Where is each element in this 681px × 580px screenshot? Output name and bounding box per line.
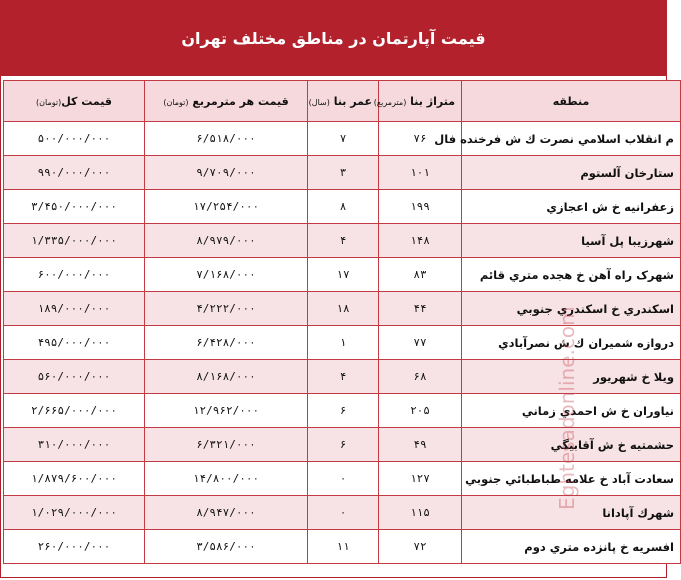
table-row: [4, 292, 681, 326]
cell-region: ويلا خ شهريور: [462, 360, 681, 394]
cell-area: ۱۴۸: [379, 224, 462, 258]
cell-total-price: ۵۶۰/۰۰۰/۰۰۰: [4, 360, 145, 394]
cell-age: ۶: [308, 428, 379, 462]
cell-region: دروازه شميران ك ش نصرآبادي: [462, 326, 681, 360]
page-title: [0, 0, 667, 76]
table-row: [4, 428, 681, 462]
cell-area: ۲۰۵: [379, 394, 462, 428]
table-body: [4, 122, 681, 564]
cell-age: ۳: [308, 156, 379, 190]
cell-region: افسريه خ پانزده متري دوم: [462, 530, 681, 564]
cell-total-price: ۵۰۰/۰۰۰/۰۰۰: [4, 122, 145, 156]
cell-area: ۷۶: [379, 122, 462, 156]
cell-age: ۶: [308, 394, 379, 428]
cell-area: ۱۰۱: [379, 156, 462, 190]
cell-total-price: ۱/۸۷۹/۶۰۰/۰۰۰: [4, 462, 145, 496]
cell-region: شهرزيبا پل آسيا: [462, 224, 681, 258]
cell-total-price: ۱/۳۳۵/۰۰۰/۰۰۰: [4, 224, 145, 258]
cell-price-per-sqm: ۶/۴۲۸/۰۰۰: [145, 326, 308, 360]
cell-area: ۴۴: [379, 292, 462, 326]
table-row: [4, 326, 681, 360]
cell-region: اسكندري خ اسكندري جنوبي: [462, 292, 681, 326]
cell-age: ۱۸: [308, 292, 379, 326]
cell-price-per-sqm: ۱۴/۸۰۰/۰۰۰: [145, 462, 308, 496]
table-row: [4, 394, 681, 428]
header-age: عمر بنا (سال): [308, 81, 379, 122]
cell-area: ۴۹: [379, 428, 462, 462]
header-price-per-sqm: قیمت هر مترمربع (تومان): [145, 81, 308, 122]
title-text: قیمت آپارتمان در مناطق مختلف تهران: [181, 28, 486, 48]
cell-age: ۱: [308, 326, 379, 360]
cell-region: حشمتيه خ ش آقابيگي: [462, 428, 681, 462]
cell-price-per-sqm: ۹/۷۰۹/۰۰۰: [145, 156, 308, 190]
cell-region: ستارخان آلستوم: [462, 156, 681, 190]
cell-price-per-sqm: ۸/۹۷۹/۰۰۰: [145, 224, 308, 258]
cell-price-per-sqm: ۱۲/۹۶۲/۰۰۰: [145, 394, 308, 428]
cell-price-per-sqm: ۷/۱۶۸/۰۰۰: [145, 258, 308, 292]
cell-price-per-sqm: ۴/۲۲۲/۰۰۰: [145, 292, 308, 326]
cell-region: شهرک راه آهن خ هجده متري قائم: [462, 258, 681, 292]
cell-total-price: ۶۰۰/۰۰۰/۰۰۰: [4, 258, 145, 292]
table-row: [4, 496, 681, 530]
cell-total-price: ۳/۴۵۰/۰۰۰/۰۰۰: [4, 190, 145, 224]
cell-total-price: ۱۸۹/۰۰۰/۰۰۰: [4, 292, 145, 326]
table-row: [4, 530, 681, 564]
watermark-text: Eghtesadonline.com: [555, 306, 579, 510]
cell-area: ۷۷: [379, 326, 462, 360]
cell-region: شهرك آپادانا: [462, 496, 681, 530]
cell-region: سعادت آباد خ علامه طباطبائي جنوبي: [462, 462, 681, 496]
cell-price-per-sqm: ۳/۵۸۶/۰۰۰: [145, 530, 308, 564]
cell-age: ۸: [308, 190, 379, 224]
cell-region: نياوران خ ش احمدي زماني: [462, 394, 681, 428]
price-table: [3, 80, 681, 564]
table-row: [4, 360, 681, 394]
cell-age: ۴: [308, 224, 379, 258]
cell-price-per-sqm: ۱۷/۲۵۴/۰۰۰: [145, 190, 308, 224]
cell-age: ۴: [308, 360, 379, 394]
table-row: [4, 462, 681, 496]
cell-area: ۱۲۷: [379, 462, 462, 496]
table-row: [4, 224, 681, 258]
cell-area: ۶۸: [379, 360, 462, 394]
cell-age: ۰: [308, 496, 379, 530]
cell-price-per-sqm: ۸/۱۶۸/۰۰۰: [145, 360, 308, 394]
cell-total-price: ۲۶۰/۰۰۰/۰۰۰: [4, 530, 145, 564]
header-region: منطقه: [462, 81, 681, 122]
table-header: [4, 81, 681, 122]
cell-region: م انقلاب اسلامي نصرت ك ش فرخنده فال: [462, 122, 681, 156]
cell-price-per-sqm: ۸/۹۴۷/۰۰۰: [145, 496, 308, 530]
cell-total-price: ۹۹۰/۰۰۰/۰۰۰: [4, 156, 145, 190]
cell-total-price: ۲/۶۶۵/۰۰۰/۰۰۰: [4, 394, 145, 428]
cell-area: ۷۲: [379, 530, 462, 564]
table-row: [4, 122, 681, 156]
cell-price-per-sqm: ۶/۵۱۸/۰۰۰: [145, 122, 308, 156]
table-row: [4, 156, 681, 190]
cell-age: ۷: [308, 122, 379, 156]
cell-total-price: ۳۱۰/۰۰۰/۰۰۰: [4, 428, 145, 462]
cell-total-price: ۱/۰۲۹/۰۰۰/۰۰۰: [4, 496, 145, 530]
cell-age: ۰: [308, 462, 379, 496]
cell-area: ۱۱۵: [379, 496, 462, 530]
table-row: [4, 258, 681, 292]
header-total-price: قیمت کل(تومان): [4, 81, 145, 122]
cell-total-price: ۴۹۵/۰۰۰/۰۰۰: [4, 326, 145, 360]
cell-age: ۱۱: [308, 530, 379, 564]
cell-area: ۸۳: [379, 258, 462, 292]
cell-area: ۱۹۹: [379, 190, 462, 224]
header-area: متراژ بنا (مترمربع): [379, 81, 462, 122]
table-row: [4, 190, 681, 224]
cell-age: ۱۷: [308, 258, 379, 292]
cell-price-per-sqm: ۶/۳۲۱/۰۰۰: [145, 428, 308, 462]
cell-region: زعفرانيه خ ش اعجازي: [462, 190, 681, 224]
